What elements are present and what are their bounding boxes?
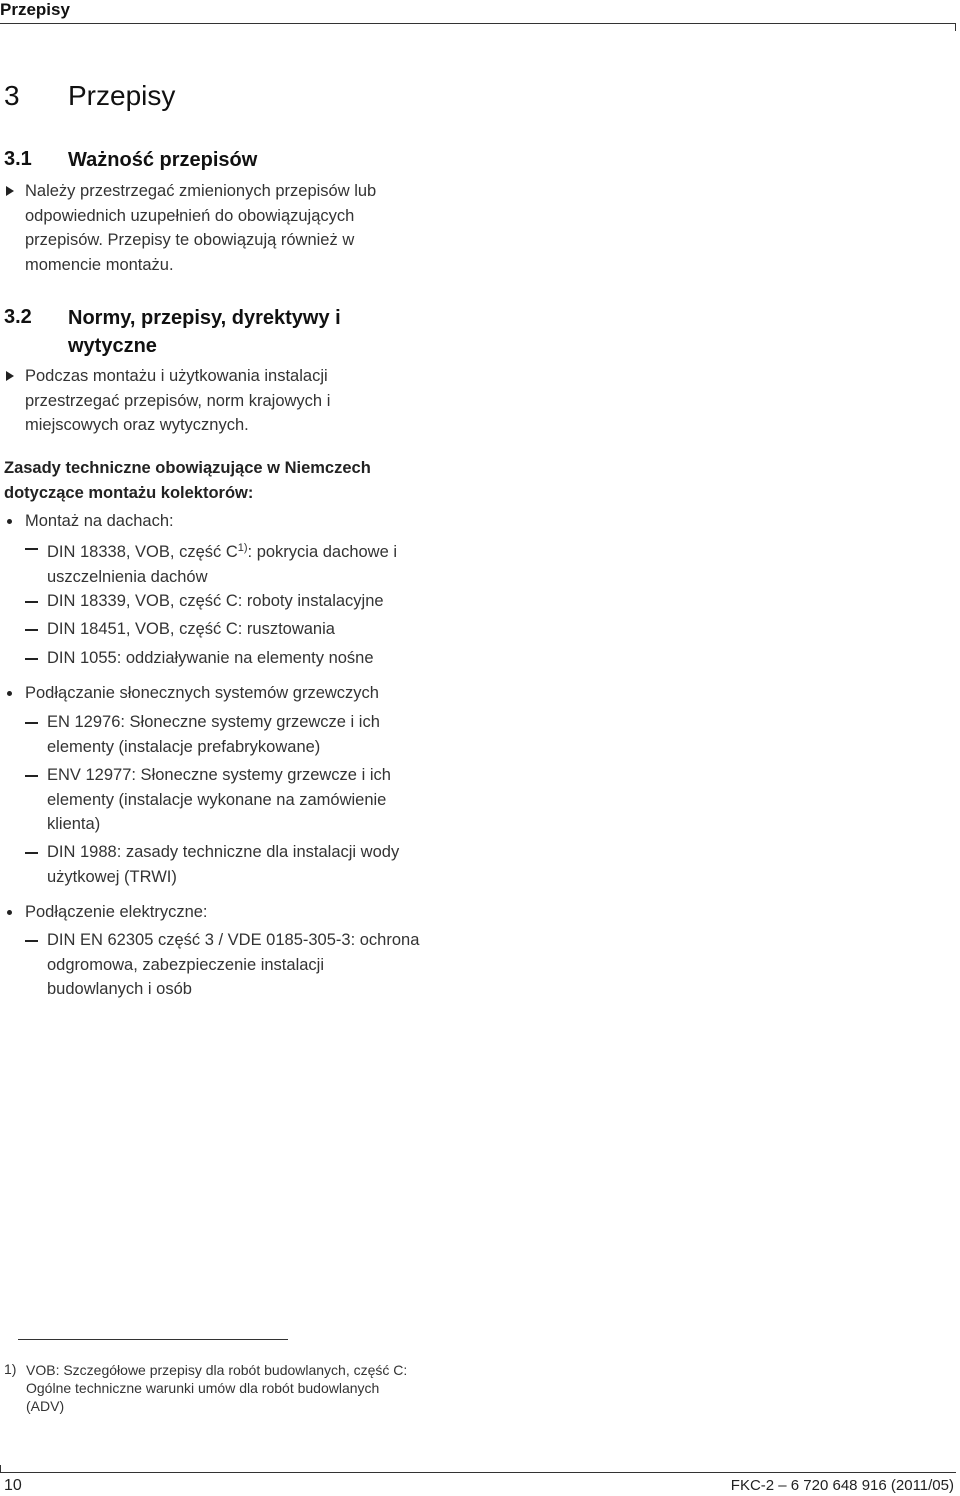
dash-bullet-icon (25, 722, 38, 724)
footnote-text (26, 1361, 466, 1415)
chapter-title: Przepisy (68, 80, 176, 111)
standards-lead-heading (4, 456, 454, 505)
list-item (47, 763, 467, 837)
list-item (47, 840, 467, 889)
text-line: przepisów. Przepisy te obowiązują również w (25, 231, 355, 249)
text-line: DIN EN 62305 część 3 / VDE 0185-305-3: ochrona (47, 931, 420, 949)
dash-bullet-icon (25, 548, 38, 550)
footnote-ref: 1) (237, 542, 248, 554)
text-line: elementy (instalacje wykonane na zamówienie (47, 790, 387, 809)
text-line: DIN 1988: zasady techniczne dla instalacji wody (47, 843, 400, 861)
footnote-marker: 1) (4, 1361, 17, 1377)
text-line: EN 12976: Słoneczne systemy grzewcze i ich (47, 713, 380, 731)
footnote-divider (18, 1339, 288, 1340)
text-line: VOB: Szczegółowe przepisy dla robót budowlanych, część C: (26, 1362, 408, 1378)
section-3-1-number: 3.1 (4, 148, 32, 170)
list-group-label: Podłączanie słonecznych systemów grzewczych (25, 684, 379, 702)
footer-divider (0, 1472, 956, 1473)
section-3-2-title (68, 304, 448, 360)
text-line: miejscowych oraz wytycznych. (25, 416, 249, 434)
triangle-bullet-icon (6, 371, 14, 381)
section-3-1-instruction (25, 179, 445, 277)
text-line: Należy przestrzegać zmienionych przepisów lub (25, 182, 377, 200)
list-item (47, 536, 467, 589)
list-group-label: Montaż na dachach: (25, 512, 174, 530)
chapter-number: 3 (4, 80, 20, 111)
text-line: Podczas montażu i użytkowania instalacji (25, 367, 328, 385)
text-line (47, 536, 467, 565)
document-code: FKC-2 – 6 720 648 916 (2011/05) (730, 1477, 954, 1494)
text-line: ENV 12977: Słoneczne systemy grzewcze i ich (47, 766, 391, 784)
dash-bullet-icon (25, 658, 38, 660)
running-header-title: Przepisy (0, 0, 70, 19)
list-item: DIN 18339, VOB, część C: roboty instalacyjne (47, 592, 384, 610)
text-segment: DIN 18338, VOB, część C (47, 543, 238, 561)
text-line: (ADV) (26, 1398, 65, 1414)
text-line: momencie montażu. (25, 255, 174, 274)
dash-bullet-icon (25, 852, 38, 854)
text-line: odgromowa, zabezpieczenie instalacji (47, 955, 324, 974)
header-divider-tick (955, 23, 956, 31)
page-number: 10 (4, 1477, 22, 1494)
text-line: odpowiednich uzupełnień do obowiązujących (25, 206, 355, 225)
list-item (47, 710, 467, 759)
text-line: elementy (instalacje prefabrykowane) (47, 737, 321, 756)
text-line: budowlanych i osób (47, 980, 192, 998)
list-item: DIN 1055: oddziaływanie na elementy nośne (47, 649, 374, 667)
text-line: klienta) (47, 815, 101, 833)
bullet-dot-icon (7, 910, 12, 915)
text-line: dotyczące montażu kolektorów: (4, 483, 254, 502)
list-item (47, 928, 467, 1002)
title-line: Normy, przepisy, dyrektywy i (68, 307, 341, 329)
text-segment: : pokrycia dachowe i (247, 543, 398, 561)
bullet-dot-icon (7, 519, 12, 524)
dash-bullet-icon (25, 601, 38, 603)
triangle-bullet-icon (6, 186, 14, 196)
dash-bullet-icon (25, 629, 38, 631)
section-3-1-title: Ważność przepisów (68, 149, 258, 171)
dash-bullet-icon (25, 940, 38, 942)
text-line: przestrzegać przepisów, norm krajowych i (25, 391, 331, 410)
text-line: uszczelnienia dachów (47, 567, 208, 586)
bullet-dot-icon (7, 691, 12, 696)
section-3-2-number: 3.2 (4, 306, 32, 328)
section-3-2-instruction (25, 364, 445, 438)
text-line: Zasady techniczne obowiązujące w Niemczech (4, 459, 371, 477)
title-line: wytyczne (68, 335, 157, 357)
text-line: Ogólne techniczne warunki umów dla robót budowlanych (26, 1380, 380, 1396)
list-item: DIN 18451, VOB, część C: rusztowania (47, 620, 335, 638)
header-divider (0, 23, 956, 24)
text-line: użytkowej (TRWI) (47, 867, 177, 886)
list-group-label: Podłączenie elektryczne: (25, 903, 208, 921)
dash-bullet-icon (25, 775, 38, 777)
